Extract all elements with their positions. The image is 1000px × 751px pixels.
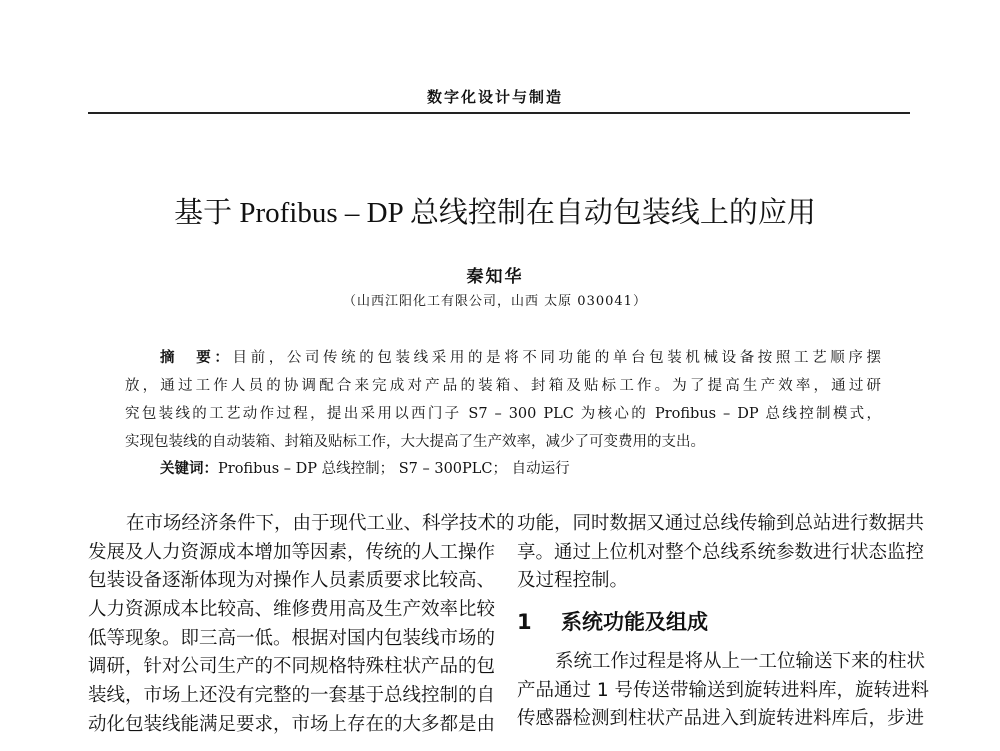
body-line: 产品通过 1 号传送带输送到旋转进料库，旋转进料: [517, 679, 930, 701]
abstract-line: 放，通过工作人员的协调配合来完成对产品的装箱、封箱及贴标工作。为了提高生产效率，通过研: [125, 378, 881, 394]
header-rule: [88, 112, 910, 114]
paper-title: 基于 Profibus – DP 总线控制在自动包装线上的应用: [174, 197, 816, 229]
right-column: [517, 510, 930, 734]
body-line: 传感器检测到柱状产品进入到旋转进料库后，步进: [517, 708, 925, 730]
body-line: 及过程控制。: [517, 570, 629, 592]
keywords-text: Profibus – DP 总线控制； S7 – 300PLC； 自动运行: [218, 461, 570, 477]
keywords-label: 关键词：: [160, 460, 218, 477]
section-number: 1: [517, 610, 532, 635]
abstract-line: 究包装线的工艺动作过程，提出采用以西门子 S7 – 300 PLC 为核心的 Profibus – DP 总线控制模式，: [125, 406, 881, 422]
keywords: [160, 459, 881, 479]
body-line: 在市场经济条件下，由于现代工业、科学技术的: [126, 513, 515, 534]
affiliation: （山西江阳化工有限公司，山西 太原 030041）: [343, 294, 647, 309]
running-header: 数字化设计与制造: [426, 88, 563, 106]
section-heading: [517, 596, 908, 648]
abstract-line: [160, 348, 881, 368]
body-line: 调研，针对公司生产的不同规格特殊柱状产品的包: [88, 656, 496, 678]
body-line: 低等现象。即三高一低。根据对国内包装线市场的: [88, 627, 496, 649]
author: 秦知华: [466, 267, 524, 287]
abstract-line: 实现包装线的自动装箱、封箱及贴标工作，大大提高了生产效率，减少了可变费用的支出。: [125, 434, 705, 450]
body-line: 发展及人力资源成本增加等因素，传统的人工操作: [88, 541, 496, 563]
body-line: 享。通过上位机对整个总线系统参数进行状态监控: [517, 541, 925, 563]
section-title: 系统功能及组成: [561, 610, 708, 635]
abstract-label: 摘 要：: [160, 349, 233, 366]
body-line: 功能，同时数据又通过总线传输到总站进行数据共: [517, 513, 925, 534]
body-line: 动化包装线能满足要求，市场上存在的大多都是由: [88, 713, 496, 735]
body-line: 系统工作过程是将从上一工位输送下来的柱状: [555, 651, 926, 673]
abstract-text: 目前，公司传统的包装线采用的是将不同功能的单台包装机械设备按照工艺顺序摆: [232, 350, 882, 366]
body-line: 包装设备逐渐体现为对操作人员素质要求比较高、: [88, 570, 496, 592]
body-line: 人力资源成本比较高、维修费用高及生产效率比较: [88, 599, 496, 621]
body-line: 装线，市场上还没有完整的一套基于总线控制的自: [88, 685, 496, 707]
left-column: [88, 510, 515, 740]
